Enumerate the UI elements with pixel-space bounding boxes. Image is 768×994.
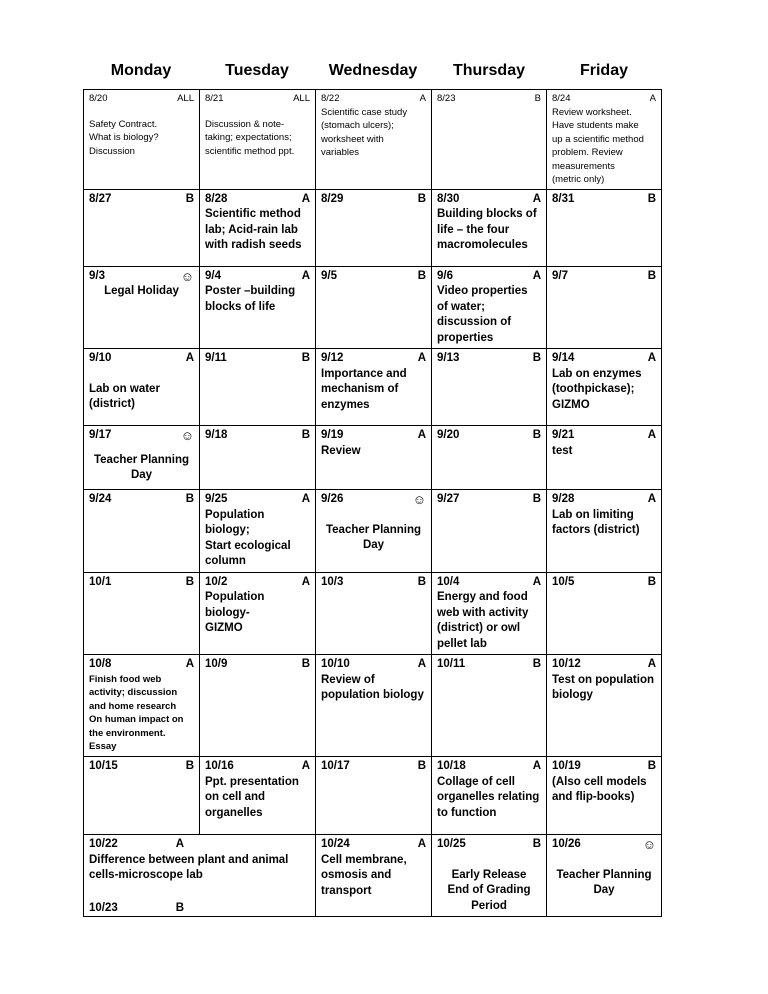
cell-line: Importance and — [321, 367, 407, 380]
cell-date: 9/26 — [321, 493, 344, 505]
cell-tag: B — [647, 575, 656, 588]
cell-tag: B — [647, 269, 656, 282]
cell-note: Early Release — [451, 868, 527, 881]
cell-tag: ALL — [177, 93, 194, 104]
cell-line: Collage of cell — [437, 775, 515, 788]
cell-date: 10/2 — [205, 575, 228, 588]
day-cell — [547, 266, 662, 349]
day-cell — [316, 655, 432, 757]
cell-date: 10/23 — [89, 901, 118, 914]
cell-line: On human impact on — [89, 714, 184, 725]
cell-line: blocks of life — [205, 300, 276, 313]
smiley-icon: ☺ — [642, 837, 656, 852]
cell-line: discussion of — [437, 316, 512, 328]
cell-date: 10/25 — [437, 838, 466, 850]
day-cell — [547, 490, 662, 573]
cell-line: Lab on enzymes — [552, 367, 642, 380]
day-cell — [84, 90, 200, 190]
cell-date: 8/21 — [205, 93, 224, 104]
cell-line: Population biology- — [205, 591, 265, 619]
cell-line: variables — [321, 147, 360, 158]
cell-date: 8/20 — [89, 93, 108, 104]
cell-line: Lab on water — [89, 382, 160, 395]
day-cell — [84, 572, 200, 655]
cell-date: 8/28 — [205, 192, 228, 205]
cell-date: 9/28 — [552, 493, 575, 505]
day-cell — [84, 757, 200, 835]
cell-line: Review worksheet. — [552, 106, 632, 118]
cell-line: properties — [437, 331, 494, 344]
day-cell — [316, 189, 432, 266]
day-cell — [316, 757, 432, 835]
cell-date: 9/5 — [321, 269, 337, 282]
day-cell — [200, 349, 316, 426]
day-cell — [547, 349, 662, 426]
cell-line: (metric only) — [552, 174, 605, 185]
day-cell — [547, 572, 662, 655]
cell-date: 8/29 — [321, 192, 344, 205]
cell-line: Review of — [321, 673, 375, 686]
cell-tag: A — [301, 760, 310, 772]
cell-date: 8/23 — [437, 93, 456, 104]
cell-line: What is biology? — [89, 132, 159, 143]
cell-tag: B — [301, 352, 310, 364]
header-monday: Monday — [110, 62, 172, 79]
cell-tag: A — [532, 760, 541, 772]
cell-date: 9/10 — [89, 352, 112, 364]
table-row — [84, 572, 662, 655]
cell-tag: B — [647, 760, 656, 772]
cell-line: Essay — [89, 741, 117, 752]
day-cell — [316, 835, 432, 917]
cell-line: (toothpickase); — [552, 383, 635, 395]
cell-note: Teacher Planning — [556, 868, 652, 881]
day-cell — [200, 490, 316, 573]
cell-line: osmosis and — [321, 869, 392, 881]
day-cell — [316, 572, 432, 655]
cell-date: 10/8 — [89, 658, 112, 670]
cell-line: worksheet with — [321, 133, 384, 145]
cell-date: 9/24 — [89, 493, 112, 505]
cell-line: GIZMO — [552, 398, 590, 411]
day-cell — [432, 490, 547, 573]
cell-date: 9/4 — [205, 269, 221, 282]
cell-tag: B — [185, 760, 194, 772]
cell-date: 8/30 — [437, 192, 460, 205]
day-cell — [547, 90, 662, 190]
cell-date: 9/6 — [437, 269, 453, 282]
cell-note: Teacher Planning — [93, 453, 189, 466]
day-cell — [432, 572, 547, 655]
table-row — [84, 757, 662, 835]
cell-line: (district) or owl — [437, 622, 521, 634]
cell-line: (district) — [89, 398, 135, 410]
cell-date: 10/10 — [321, 658, 350, 670]
smiley-icon: ☺ — [412, 492, 426, 507]
cell-tag: A — [647, 429, 656, 441]
cell-line: web with activity — [437, 606, 529, 619]
cell-tag: A — [647, 352, 656, 364]
cell-date: 10/12 — [552, 658, 581, 670]
cell-date: 10/19 — [552, 760, 581, 772]
day-cell — [547, 757, 662, 835]
cell-line: GIZMO — [205, 622, 243, 634]
cell-line: Discussion — [89, 145, 135, 157]
cell-line: organelles — [205, 806, 263, 819]
cell-date: 9/11 — [205, 352, 227, 364]
cell-line: life – the four — [437, 223, 510, 236]
cell-tag: B — [301, 429, 310, 441]
header-friday: Friday — [579, 62, 628, 79]
cell-tag: B — [532, 838, 541, 850]
cell-line: Have students make — [552, 120, 639, 131]
cell-line: macromolecules — [437, 239, 528, 251]
cell-line: Scientific method — [205, 208, 301, 220]
cell-tag: A — [301, 269, 310, 282]
cell-line: to function — [437, 806, 497, 819]
table-row — [84, 90, 662, 190]
cell-line: Difference between plant and animal — [89, 853, 289, 866]
cell-date: 9/19 — [321, 429, 344, 441]
cell-date: 9/20 — [437, 429, 460, 441]
table-row — [84, 349, 662, 426]
cell-date: 10/16 — [205, 760, 234, 772]
cell-tag: B — [175, 901, 184, 914]
cell-line: activity; discussion — [89, 687, 178, 698]
day-cell — [316, 490, 432, 573]
cell-date: 10/26 — [552, 838, 581, 850]
cell-tag: B — [301, 658, 310, 670]
cell-tag: A — [532, 269, 541, 282]
header-tuesday: Tuesday — [225, 62, 289, 79]
day-cell — [432, 655, 547, 757]
cell-note: Day — [362, 539, 385, 551]
cell-tag: B — [417, 575, 426, 588]
cell-line: factors (district) — [552, 524, 640, 536]
smiley-icon: ☺ — [180, 428, 194, 443]
merged-day-cell — [84, 835, 316, 917]
cell-tag: B — [417, 760, 426, 772]
table-row — [84, 266, 662, 349]
cell-line: cells-microscope lab — [89, 869, 203, 881]
cell-tag: ALL — [293, 93, 310, 104]
cell-tag: A — [532, 575, 541, 588]
day-cell — [547, 189, 662, 266]
cell-line: column — [205, 555, 246, 567]
header-thursday: Thursday — [452, 62, 525, 79]
cell-date: 9/25 — [205, 493, 228, 505]
cell-line: organelles relating — [437, 791, 540, 803]
table-row — [84, 189, 662, 266]
cell-tag: A — [417, 429, 426, 441]
cell-line: with radish seeds — [205, 239, 302, 251]
cell-tag: A — [649, 93, 656, 104]
cell-date: 10/4 — [437, 575, 460, 588]
cell-tag: B — [532, 352, 541, 364]
cell-tag: A — [175, 838, 184, 850]
cell-line: Test on population — [552, 673, 654, 686]
cell-tag: A — [417, 352, 426, 364]
cell-tag: B — [532, 658, 541, 670]
cell-line: taking; expectations; — [205, 132, 292, 143]
cell-date: 8/22 — [321, 93, 340, 104]
cell-line: and flip-books) — [552, 791, 635, 803]
cell-tag: B — [185, 192, 194, 205]
cell-tag: A — [301, 493, 310, 505]
cell-note: Period — [471, 899, 507, 912]
day-cell — [200, 189, 316, 266]
table-row — [84, 426, 662, 490]
cell-line: scientific method ppt. — [205, 145, 295, 157]
day-cell — [200, 90, 316, 190]
cell-tag: B — [185, 575, 194, 588]
cell-line: Review — [321, 444, 361, 457]
day-cell — [84, 189, 200, 266]
day-cell — [432, 757, 547, 835]
cell-date: 10/24 — [321, 838, 350, 850]
cell-date: 10/3 — [321, 575, 344, 588]
day-cell — [432, 90, 547, 190]
cell-note: Legal Holiday — [104, 285, 179, 297]
cell-date: 10/15 — [89, 760, 118, 772]
day-cell — [432, 189, 547, 266]
cell-tag: B — [647, 192, 656, 205]
cell-note: Day — [593, 884, 615, 896]
cell-tag: A — [647, 493, 656, 505]
cell-tag: B — [532, 429, 541, 441]
cell-line: (Also cell models — [552, 775, 647, 788]
cell-date: 8/27 — [89, 192, 112, 205]
cell-tag: A — [301, 575, 310, 588]
day-cell — [547, 426, 662, 490]
cell-line: population biology — [321, 689, 424, 701]
cell-date: 10/1 — [89, 575, 112, 588]
day-cell — [432, 835, 547, 917]
day-cell — [200, 655, 316, 757]
cell-line: of water; — [437, 300, 485, 313]
cell-date: 10/11 — [437, 658, 466, 670]
cell-line: on cell and — [205, 791, 266, 803]
day-cell — [432, 349, 547, 426]
day-cell — [200, 266, 316, 349]
cell-date: 10/22 — [89, 838, 118, 850]
cell-date: 8/24 — [552, 93, 571, 104]
day-headers — [83, 62, 661, 88]
cell-tag: B — [417, 192, 426, 205]
cell-line: Population biology; — [205, 508, 265, 536]
cell-date: 9/7 — [552, 269, 568, 282]
cell-date: 9/17 — [89, 429, 112, 441]
cell-date: 8/31 — [552, 192, 575, 205]
day-cell — [316, 90, 432, 190]
day-cell — [200, 572, 316, 655]
cell-tag: B — [185, 493, 194, 505]
cell-line: up a scientific method — [552, 133, 644, 145]
cell-line: biology — [552, 689, 593, 701]
cell-line: and home research — [89, 700, 177, 712]
cell-line: Energy and food — [437, 591, 528, 603]
smiley-icon: ☺ — [180, 268, 194, 284]
cell-note: Day — [130, 469, 153, 481]
cell-tag: A — [419, 93, 426, 104]
cell-line: Ppt. presentation — [205, 775, 299, 788]
cell-line: problem. Review — [552, 147, 623, 158]
cell-tag: A — [532, 192, 541, 205]
day-cell — [200, 426, 316, 490]
cell-date: 10/18 — [437, 760, 466, 772]
table-row — [84, 835, 662, 917]
cell-line: Discussion & note- — [205, 118, 285, 130]
table-row — [84, 655, 662, 757]
cell-tag: B — [534, 93, 541, 104]
cell-tag: A — [647, 658, 656, 670]
cell-line: Start ecological — [205, 539, 291, 552]
day-cell — [547, 655, 662, 757]
cell-line: (stomach ulcers); — [321, 120, 394, 131]
cell-tag: B — [532, 493, 541, 505]
cell-tag: A — [301, 192, 310, 205]
cell-line: Building blocks of — [437, 208, 537, 220]
day-cell — [316, 266, 432, 349]
cell-line: Finish food web — [89, 673, 162, 685]
cell-line: measurements — [552, 160, 615, 172]
cell-line: transport — [321, 884, 372, 897]
day-cell — [200, 757, 316, 835]
cell-note: End of Grading — [447, 884, 531, 896]
cell-line: Safety Contract. — [89, 118, 158, 130]
day-cell — [84, 655, 200, 757]
cell-line: test — [552, 444, 573, 457]
day-cell — [316, 349, 432, 426]
day-cell — [432, 266, 547, 349]
cell-date: 10/9 — [205, 658, 228, 670]
cell-line: the environment. — [89, 727, 166, 739]
schedule-table — [83, 89, 662, 917]
day-cell — [547, 835, 662, 917]
cell-tag: A — [185, 352, 194, 364]
day-cell — [432, 426, 547, 490]
cell-line: pellet lab — [437, 637, 487, 650]
cell-date: 10/17 — [321, 760, 350, 772]
day-cell — [84, 426, 200, 490]
cell-note: Teacher Planning — [325, 523, 421, 536]
cell-date: 9/3 — [89, 269, 105, 282]
cell-date: 9/27 — [437, 493, 460, 505]
day-cell — [84, 266, 200, 349]
cell-line: Lab on limiting — [552, 508, 634, 521]
day-cell — [316, 426, 432, 490]
cell-line: lab; Acid-rain lab — [205, 223, 298, 236]
header-wednesday: Wednesday — [328, 62, 418, 79]
day-cell — [84, 490, 200, 573]
cell-line: Video properties — [437, 285, 528, 297]
cell-tag: B — [417, 269, 426, 282]
cell-date: 9/14 — [552, 352, 575, 364]
cell-line: mechanism of — [321, 383, 399, 395]
cell-date: 9/13 — [437, 352, 460, 364]
cell-line: Poster –building — [205, 285, 296, 297]
cell-date: 9/21 — [552, 429, 575, 441]
cell-tag: A — [417, 838, 426, 850]
cell-date: 10/5 — [552, 575, 575, 588]
day-cell — [84, 349, 200, 426]
table-row — [84, 490, 662, 573]
cell-date: 9/12 — [321, 352, 344, 364]
cell-line: Scientific case study — [321, 106, 408, 118]
cell-line: enzymes — [321, 398, 370, 411]
cell-date: 9/18 — [205, 429, 228, 441]
cell-line: Cell membrane, — [321, 853, 407, 866]
cell-tag: A — [417, 658, 426, 670]
cell-tag: A — [185, 658, 194, 670]
